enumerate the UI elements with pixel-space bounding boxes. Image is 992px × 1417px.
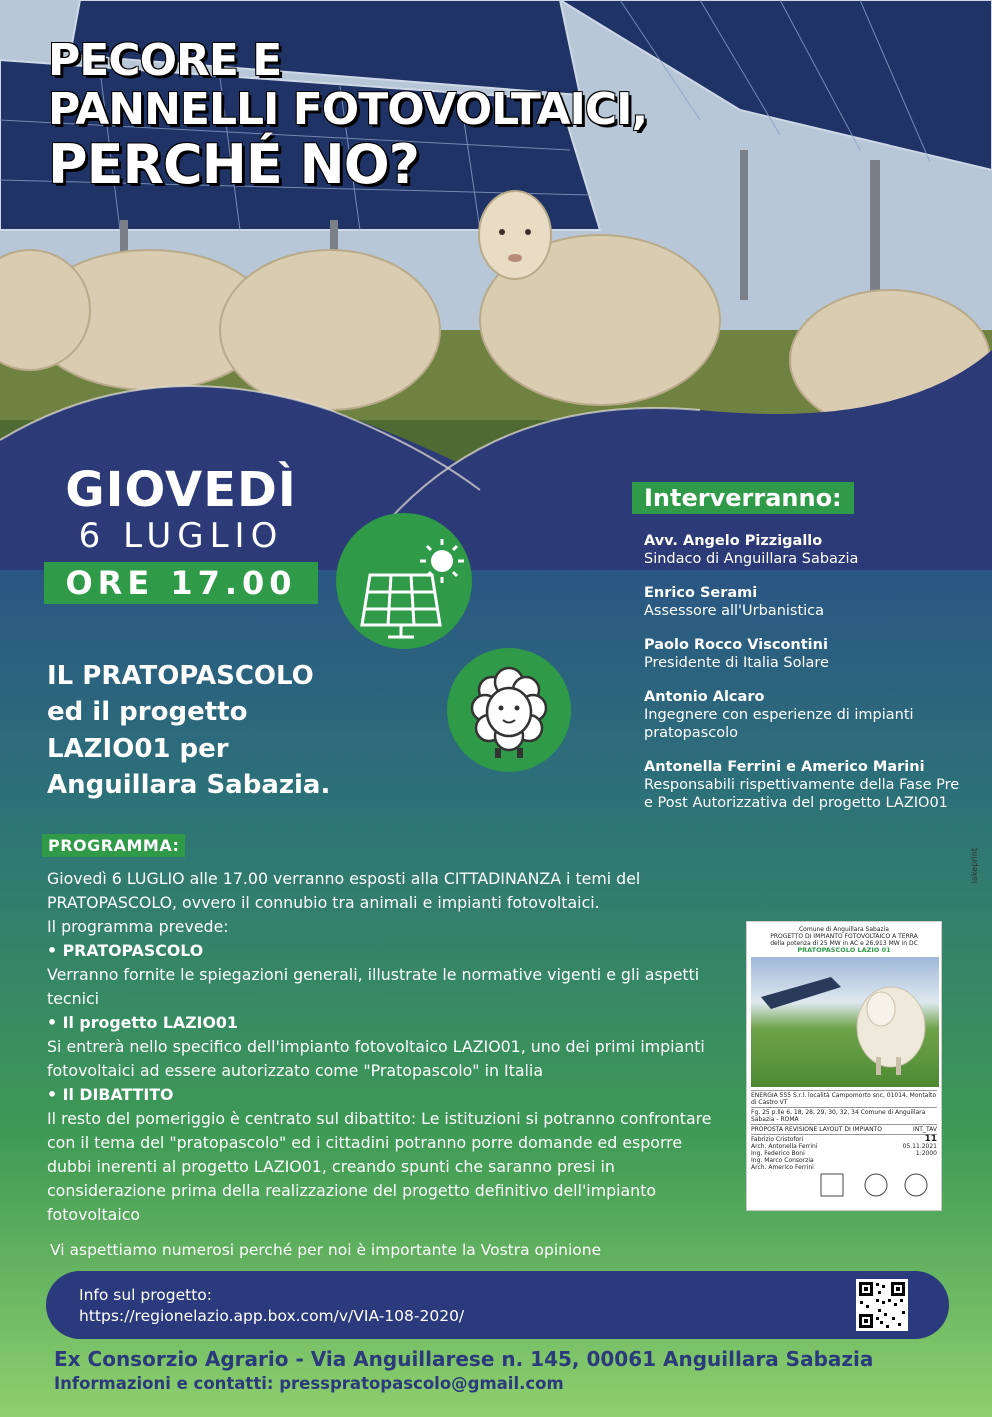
- speakers-list: [644, 532, 964, 828]
- doc-person-5: Arch. Americo Ferrini: [751, 1164, 814, 1171]
- qr-code[interactable]: [856, 1279, 908, 1331]
- doc-company: ENERGIA 555 S.r.l. località Campomorto snc, 01014, Montalto di Castro VT: [751, 1092, 937, 1106]
- doc-parcel: Fg. 25 p.lle 6, 18, 28, 29, 30, 32, 34 Comune di Anguillara Sabazia - ROMA: [751, 1107, 937, 1124]
- doc-layout-row: [751, 1124, 937, 1134]
- doc-sheep-illustration: [751, 957, 939, 1087]
- doc-person-4: Ing. Marco Consorzia: [751, 1157, 814, 1164]
- program-intro: Giovedì 6 LUGLIO alle 17.00 verranno esposti alla CITTADINANZA i temi del PRATOPASCOLO, ovvero il connubio tra animali e impianti fotovoltaici.: [47, 869, 641, 912]
- subtitle-line-3: LAZIO01 per: [47, 733, 229, 764]
- speaker-item: [644, 532, 964, 568]
- speaker-name: Antonella Ferrini e Americo Marini: [644, 759, 925, 775]
- doc-people-row: [751, 1134, 937, 1172]
- printer-credit: lakeprint: [970, 848, 979, 884]
- doc-person-1: Fabrizio Cristofori: [751, 1136, 804, 1143]
- speaker-name: Avv. Angelo Pizzigallo: [644, 533, 823, 549]
- program-heading: PROGRAMMA:: [42, 834, 185, 857]
- poster-title: [48, 36, 768, 195]
- speaker-name: Enrico Serami: [644, 585, 758, 601]
- event-day: GIOVEDÌ: [65, 462, 297, 518]
- event-month: 6 LUGLIO: [78, 516, 284, 556]
- project-document-thumbnail: [746, 921, 942, 1211]
- program-section-3-title: • Il DIBATTITO: [47, 1085, 174, 1104]
- info-text: [79, 1285, 464, 1327]
- program-section-1-title: • PRATOPASCOLO: [47, 941, 204, 960]
- subtitle-line-4: Anguillara Sabazia.: [47, 770, 331, 801]
- doc-scale: 1:2000: [915, 1150, 937, 1157]
- doc-sheep-photo: [751, 957, 939, 1087]
- sheep-badge: [447, 648, 571, 772]
- doc-person-3: Ing. Federico Boni: [751, 1150, 805, 1157]
- event-subtitle: [47, 658, 377, 804]
- speaker-role: Assessore all'Urbanistica: [644, 603, 825, 619]
- doc-layout: PROPOSTA REVISIONE LAYOUT DI IMPIANTO: [751, 1126, 882, 1133]
- title-line-3: PERCHÉ NO?: [48, 132, 419, 196]
- qr-code-icon: [856, 1279, 908, 1331]
- info-bar: [46, 1271, 949, 1339]
- speakers-heading: Interverranno:: [632, 482, 854, 514]
- program-section-3-text: Il resto del pomeriggio è centrato sul dibattito: Le istituzioni si potranno confrontare con il tema del "pratopascolo" ed i cittadini potranno porre domande ed esporre dubbi inerenti al progetto LAZIO01, creando spunti che saranno presi in considerazione prima della realizzazione del progetto definitivo dell'impianto fotovoltaico: [47, 1109, 712, 1224]
- speaker-role: Responsabili rispettivamente della Fase Pre e Post Autorizzativa del progetto LAZIO01: [644, 777, 960, 811]
- doc-date: 05.11.2021: [902, 1143, 937, 1150]
- program-section-1-text: Verranno fornite le spiegazioni generali, illustrate le normative vigenti e gli aspetti tecnici: [47, 965, 700, 1008]
- doc-header-1: Comune di Anguillara Sabazia: [798, 926, 889, 933]
- speaker-role: Presidente di Italia Solare: [644, 655, 829, 671]
- event-date: [36, 462, 326, 604]
- closing-message: Vi aspettiamo numerosi perché per noi è importante la Vostra opinione: [50, 1241, 602, 1259]
- event-hour: ORE 17.00: [44, 562, 318, 604]
- program-prevede: Il programma prevede:: [47, 917, 229, 936]
- solar-panel-icon: [336, 513, 472, 649]
- doc-stamps: [751, 1172, 937, 1198]
- doc-header-2: PROGETTO DI IMPIANTO FOTOVOLTAICO A TERRA: [770, 933, 918, 940]
- speaker-item: [644, 636, 964, 672]
- title-line-1: PECORE E: [48, 35, 282, 86]
- info-url[interactable]: https://regionelazio.app.box.com/v/VIA-108-2020/: [79, 1307, 465, 1325]
- speaker-name: Paolo Rocco Viscontini: [644, 637, 828, 653]
- speaker-item: [644, 584, 964, 620]
- speaker-item: [644, 758, 964, 812]
- doc-header-3: della potenza di 25 MW in AC e 26,913 MW in DC: [770, 940, 918, 947]
- doc-number: 11: [924, 1134, 937, 1144]
- subtitle-line-2: ed il progetto: [47, 697, 248, 728]
- doc-title: PRATOPASCOLO LAZIO 01: [797, 946, 891, 954]
- doc-code: INT_TAV: [913, 1126, 937, 1133]
- speaker-name: Antonio Alcaro: [644, 689, 765, 705]
- program-body: [47, 867, 715, 1227]
- title-line-2: PANNELLI FOTOVOLTAICI,: [48, 84, 648, 136]
- program-section-2-text: Si entrerà nello specifico dell'impianto fotovoltaico LAZIO01, uno dei primi impianti fotovoltaici ad essere autorizzato come "Pratopascolo" in Italia: [47, 1037, 705, 1080]
- doc-person-2: Arch. Antonella Ferrini: [751, 1143, 818, 1150]
- solar-panel-badge: [336, 513, 472, 649]
- speaker-item: [644, 688, 964, 742]
- speaker-role: Ingegnere con esperienze di impianti pratopascolo: [644, 707, 914, 741]
- info-label: Info sul progetto:: [79, 1286, 212, 1304]
- speaker-role: Sindaco di Anguillara Sabazia: [644, 551, 859, 567]
- footer-address: Ex Consorzio Agrario - Via Anguillarese n. 145, 00061 Anguillara Sabazia: [54, 1347, 874, 1371]
- subtitle-line-1: IL PRATOPASCOLO: [47, 661, 314, 691]
- sheep-icon: [447, 648, 571, 772]
- footer-contacts: Informazioni e contatti: presspratopascolo@gmail.com: [54, 1374, 564, 1393]
- program-section-2-title: • Il progetto LAZIO01: [47, 1013, 238, 1032]
